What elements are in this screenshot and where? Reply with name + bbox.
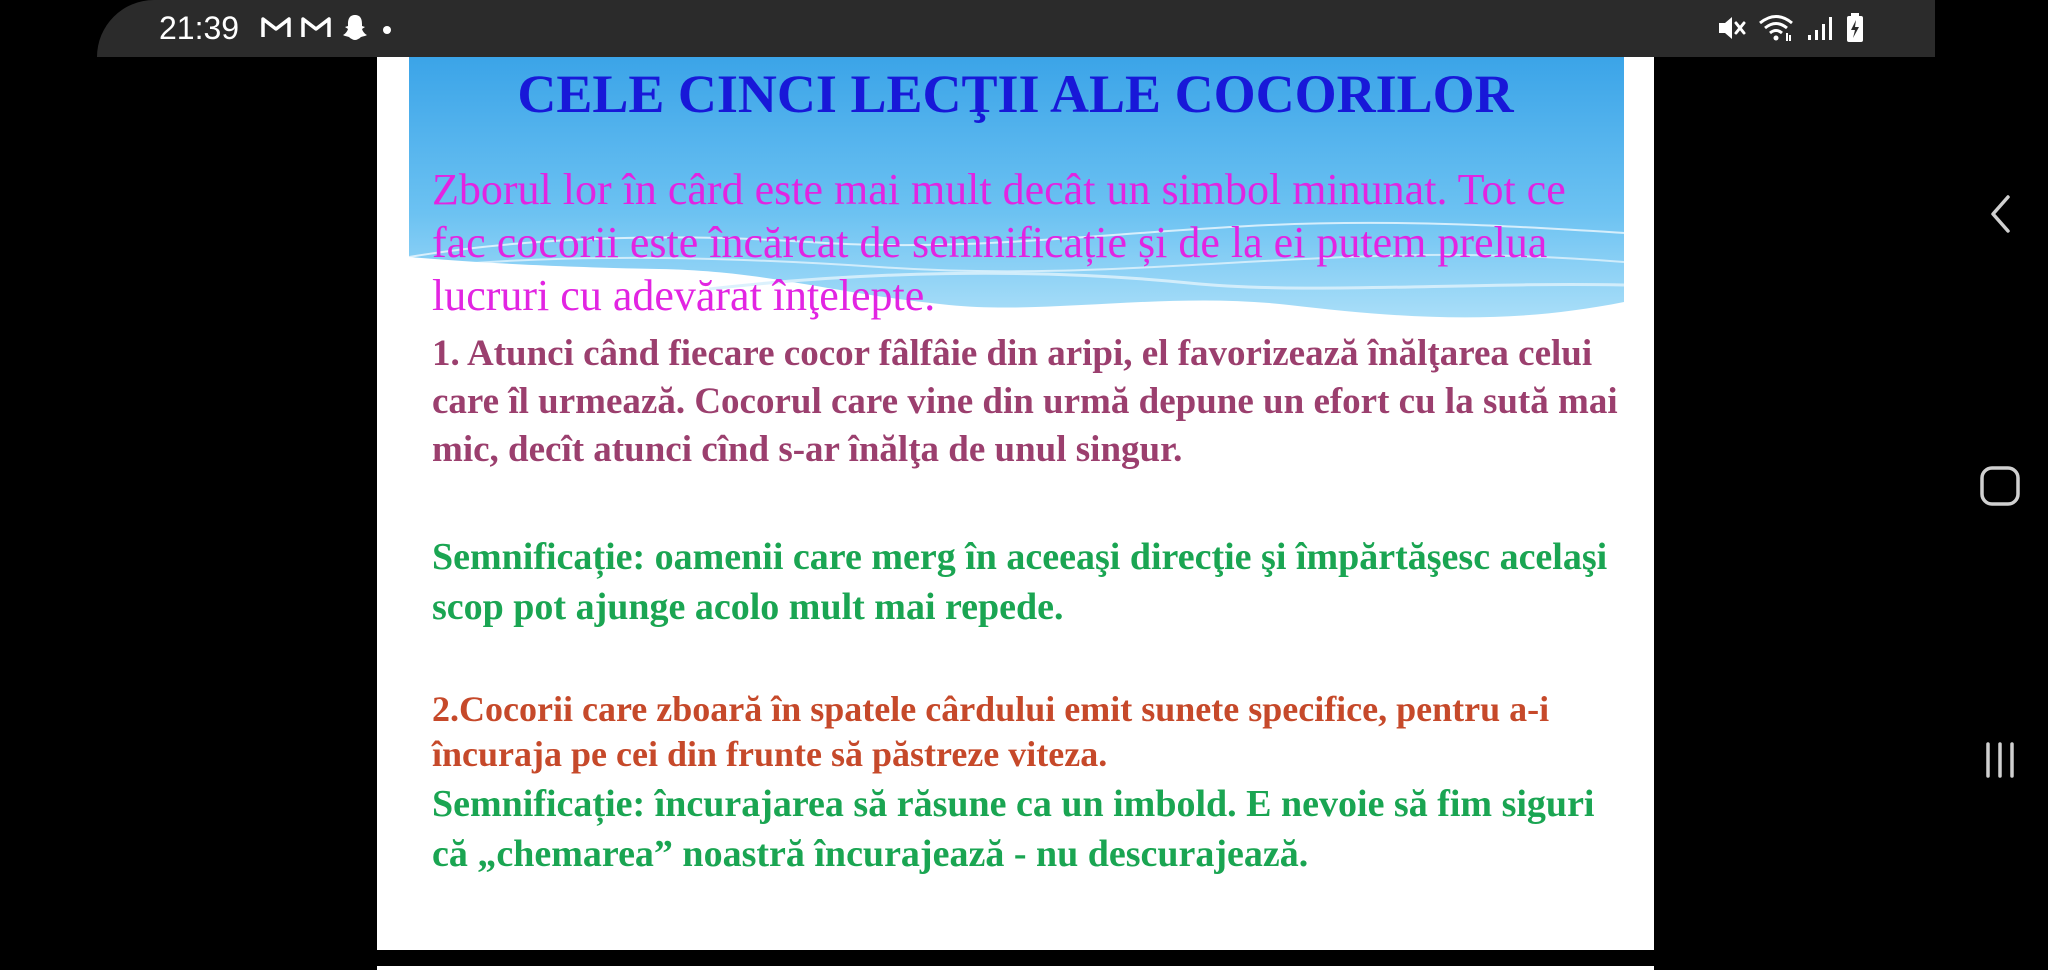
navigation-bar bbox=[1948, 0, 2048, 970]
next-slide-edge bbox=[377, 966, 1654, 970]
lesson-2: 2.Cocorii care zboară în spatele cârdului emit sunete specifice, pentru a-i încuraja pe cei din frunte să păstreze viteza. bbox=[432, 689, 1550, 774]
status-time: 21:39 bbox=[159, 10, 240, 46]
lesson-2-meaning: Semnificație: încurajarea să răsune ca un imbold. E nevoie să fim siguri că „chemarea” noastră încurajează - nu descurajează. bbox=[432, 783, 1595, 875]
home-button[interactable] bbox=[1978, 464, 2022, 508]
dot-icon bbox=[378, 15, 396, 39]
gmail-icon bbox=[300, 15, 332, 39]
battery-charging-icon bbox=[1845, 12, 1865, 44]
notification-icons bbox=[260, 12, 396, 42]
gmail-icon bbox=[260, 15, 292, 39]
snapchat-icon bbox=[340, 12, 370, 42]
signal-icon bbox=[1805, 13, 1835, 43]
slide-intro: Zborul lor în cârd este mai mult decât un simbol minunat. Tot ce fac cocorii este încărcat de semnificație și de la ei putem prelua lucruri cu adevărat înţelepte. bbox=[432, 165, 1566, 320]
back-icon bbox=[1988, 194, 2012, 234]
recents-icon bbox=[1980, 740, 2020, 780]
slide-title: CELE CINCI LECŢII ALE COCORILOR bbox=[517, 64, 1514, 124]
status-bar bbox=[97, 0, 1935, 57]
system-status-icons bbox=[1715, 12, 1865, 44]
home-icon bbox=[1978, 464, 2022, 508]
lesson-1-meaning: Semnificație: oamenii care merg în aceeaşi direcţie şi împărtăşesc acelaşi scop pot ajunge acolo mult mai repede. bbox=[432, 536, 1608, 628]
presentation-slide bbox=[377, 57, 1654, 950]
vibrate-mute-icon bbox=[1715, 13, 1747, 43]
wifi-icon bbox=[1757, 13, 1795, 43]
recents-button[interactable] bbox=[1978, 738, 2022, 782]
back-button[interactable] bbox=[1978, 192, 2022, 236]
lesson-1: 1. Atunci când fiecare cocor fâlfâie din aripi, el favorizează înălţarea celui care îl urmează. Cocorul care vine din urmă depune un efort cu la sută mai mic, decît atunci cînd s-ar înălţa de unul singur. bbox=[432, 333, 1618, 470]
